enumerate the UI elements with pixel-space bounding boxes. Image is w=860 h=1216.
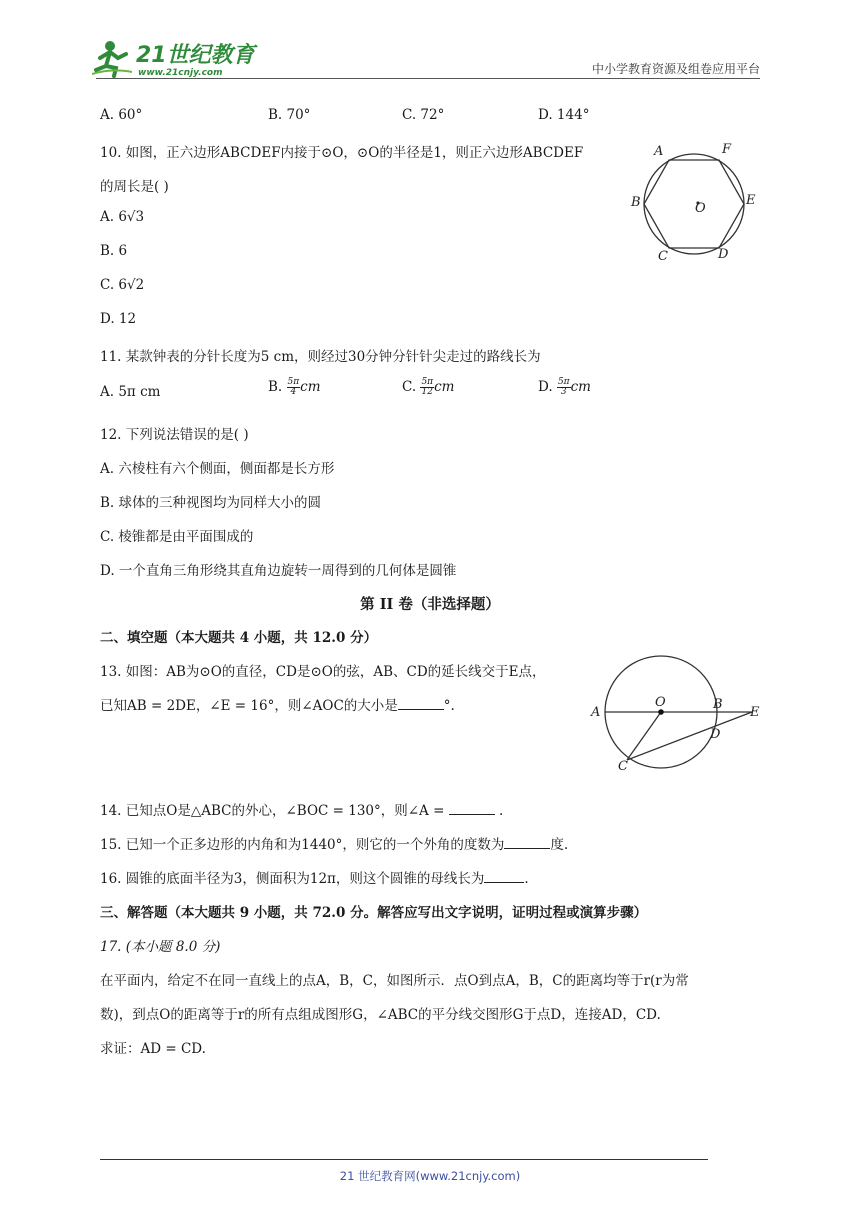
label-b: B	[713, 697, 723, 712]
q10-text-2: 的周长是( )	[100, 179, 169, 195]
label-a: A	[654, 144, 664, 159]
label-e: E	[746, 193, 756, 208]
q13-text-2b: °.	[443, 698, 455, 714]
q17-header: 17. (本小题 8.0 分)	[100, 939, 221, 955]
q9-option-a: A. 60°	[100, 107, 143, 123]
q11-c-den: 12	[421, 387, 433, 397]
hexagon-figure	[626, 138, 766, 266]
q14-answer-blank[interactable]	[449, 800, 495, 815]
q9-option-c: C. 72°	[402, 107, 445, 123]
q15-text-a: 15. 已知一个正多边形的内角和为1440°，则它的一个外角的度数为	[100, 837, 505, 853]
q16-text	[100, 867, 529, 887]
q11-b-num: 5π	[287, 377, 300, 387]
q12-option-a: A. 六棱柱有六个侧面，侧面都是长方形	[100, 461, 335, 477]
label-e: E	[750, 705, 760, 720]
logo-title: 21世纪教育	[136, 43, 255, 68]
q15-answer-blank[interactable]	[504, 834, 550, 849]
q11-b-den: 4	[290, 387, 297, 397]
q13-text-2a: 已知AB = 2DE，∠E = 16°，则∠AOC的大小是	[100, 698, 398, 714]
q13-text-1: 13. 如图：AB为⊙O的直径，CD是⊙O的弦，AB、CD的延长线交于E点，	[100, 664, 546, 680]
q12-option-d: D. 一个直角三角形绕其直角边旋转一周得到的几何体是圆锥	[100, 563, 457, 579]
footer-link[interactable]: 21 世纪教育网(www.21cnjy.com)	[339, 1169, 521, 1183]
q11-option-b-frac	[287, 378, 301, 397]
q10-option-c: C. 6√2	[100, 277, 145, 293]
q11-option-c-label: C.	[402, 379, 417, 395]
q14-text-b: .	[499, 803, 504, 819]
logo-url: www.21cnjy.com	[138, 68, 223, 78]
q11-option-d-frac	[557, 378, 571, 397]
q12-option-c: C. 棱锥都是由平面围成的	[100, 529, 254, 545]
q11-option-d-label: D.	[538, 379, 553, 395]
q17-line-3: 求证：AD = CD.	[100, 1041, 206, 1057]
platform-name: 中小学教育资源及组卷应用平台	[591, 62, 760, 76]
label-o: O	[695, 201, 706, 216]
q11-option-b-label: B.	[268, 379, 283, 395]
q15-text	[100, 833, 568, 853]
q17-line-1: 在平面内，给定不在同一直线上的点A，B，C，如图所示．点O到点A，B，C的距离均等于r(r为常	[100, 973, 689, 989]
q12-option-b: B. 球体的三种视图均为同样大小的圆	[100, 495, 322, 511]
section-2-title: 二、填空题（本大题共 4 小题，共 12.0 分）	[100, 630, 378, 646]
runner-icon	[92, 41, 132, 76]
q16-text-a: 16. 圆锥的底面半径为3，侧面积为12π，则这个圆锥的母线长为	[100, 871, 485, 887]
q11-option-c	[402, 378, 454, 397]
q10-option-d: D. 12	[100, 311, 137, 327]
center-dot	[658, 709, 664, 715]
q16-text-b: .	[524, 871, 529, 887]
q12-text: 12. 下列说法错误的是( )	[100, 427, 249, 443]
q11-option-b	[268, 378, 321, 397]
q11-options	[100, 378, 760, 408]
footer-divider	[100, 1159, 708, 1160]
q11-d-den: 3	[560, 387, 567, 397]
line-ce	[627, 712, 752, 760]
q11-b-unit: cm	[300, 379, 321, 395]
q11-c-unit: cm	[434, 379, 455, 395]
label-a: A	[591, 705, 601, 720]
q11-option-c-frac	[420, 378, 434, 397]
q11-option-d	[538, 378, 591, 397]
label-d: D	[710, 727, 721, 742]
hexagon	[644, 160, 744, 248]
circle-secant-figure	[584, 652, 770, 774]
q11-text: 11. 某款钟表的分针长度为5 cm，则经过30分钟分针针尖走过的路线长为	[100, 349, 541, 365]
q10-option-b: B. 6	[100, 243, 128, 259]
site-logo	[92, 38, 262, 80]
q9-option-d: D. 144°	[538, 107, 590, 123]
q9-option-b: B. 70°	[268, 107, 311, 123]
q13-text-2	[100, 694, 455, 714]
circle-o	[644, 154, 744, 254]
label-b: B	[631, 195, 641, 210]
q10-text-1: 10. 如图，正六边形ABCDEF内接于⊙O，⊙O的半径是1，则正六边形ABCDEF	[100, 145, 584, 161]
q16-answer-blank[interactable]	[484, 868, 524, 883]
q11-d-unit: cm	[570, 379, 591, 395]
label-c: C	[658, 249, 668, 264]
q11-option-a: A. 5π cm	[100, 384, 161, 400]
q10-option-a: A. 6√3	[100, 209, 145, 225]
q13-answer-blank[interactable]	[398, 695, 444, 710]
label-f: F	[722, 142, 732, 157]
part-2-title: 第 II 卷（非选择题）	[360, 596, 500, 613]
label-d: D	[718, 247, 729, 262]
section-3-title: 三、解答题（本大题共 9 小题，共 72.0 分。解答应写出文字说明，证明过程或演算步骤）	[100, 905, 648, 921]
q14-text-a: 14. 已知点O是△ABC的外心，∠BOC = 130°，则∠A =	[100, 803, 445, 819]
label-o: O	[655, 695, 666, 710]
q14-text	[100, 799, 503, 819]
q17-line-2: 数)，到点O的距离等于r的所有点组成图形G，∠ABC的平分线交图形G于点D，连接AD，CD.	[100, 1007, 661, 1023]
label-c: C	[618, 759, 628, 774]
q11-c-num: 5π	[421, 377, 434, 387]
q11-d-num: 5π	[557, 377, 570, 387]
header-divider	[96, 78, 760, 79]
q15-text-b: 度.	[550, 837, 569, 853]
